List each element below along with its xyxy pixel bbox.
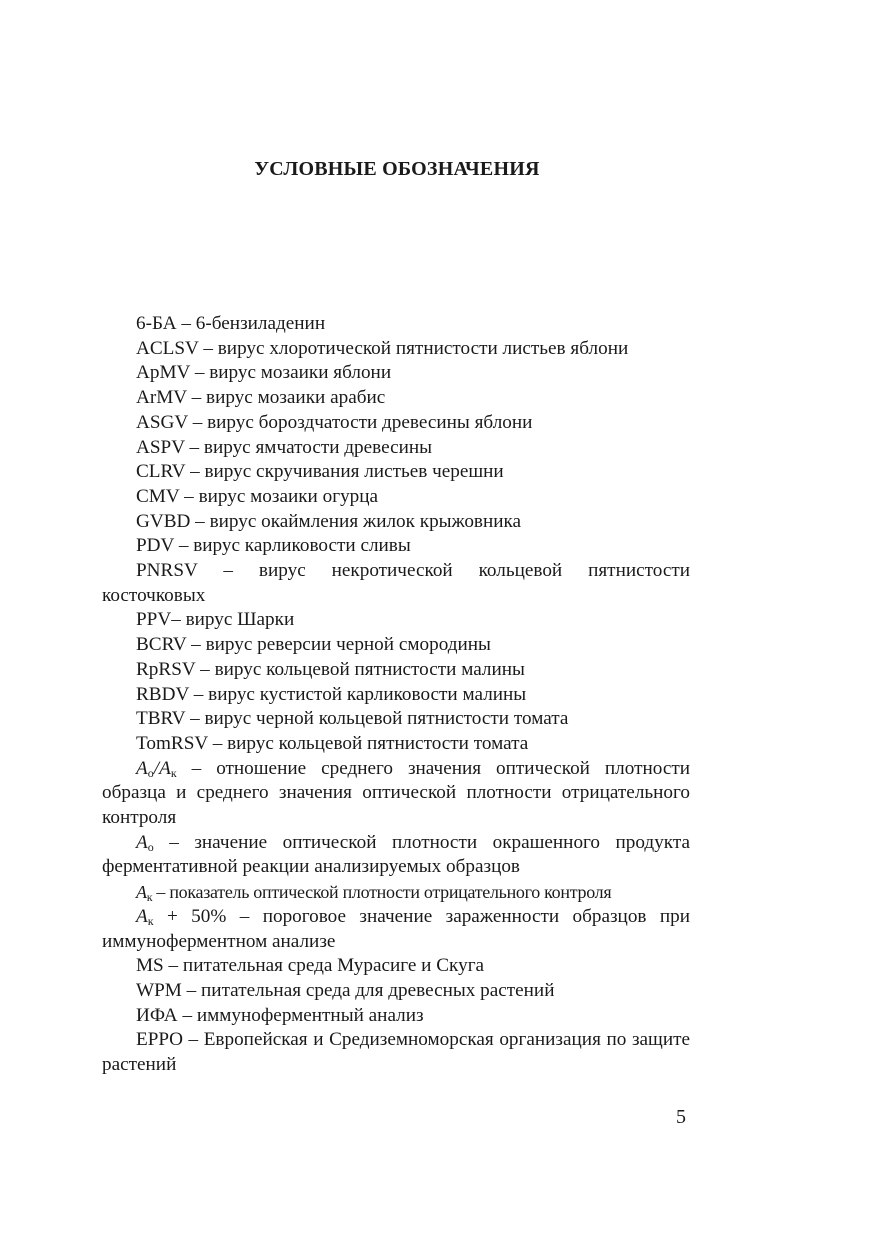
abbreviation-definition: – вирус мозаики огурца xyxy=(179,485,379,507)
page-title: УСЛОВНЫЕ ОБОЗНАЧЕНИЯ xyxy=(254,158,540,180)
abbreviation-term: BCRV xyxy=(136,634,187,656)
abbreviation-term: RBDV xyxy=(136,683,189,705)
list-item xyxy=(102,1028,690,1077)
list-item xyxy=(102,707,690,732)
list-item xyxy=(102,1004,690,1029)
list-item-ak xyxy=(102,880,690,905)
list-item xyxy=(102,559,690,608)
abbreviation-definition: – питательная среда для древесных растений xyxy=(181,979,555,1001)
abbreviation-definition: – вирус скручивания листьев черешни xyxy=(185,461,504,483)
abbreviation-definition: – показатель оптической плотности отрицательного контроля xyxy=(152,882,612,903)
page-number: 5 xyxy=(676,1106,686,1128)
abbreviation-term: TBRV xyxy=(136,708,186,730)
abbreviation-term: GVBD xyxy=(136,510,191,532)
list-item xyxy=(102,386,690,411)
subscript: к xyxy=(146,890,153,905)
symbol-a: A xyxy=(136,882,147,903)
abbreviation-term: ASGV xyxy=(136,411,188,433)
list-item xyxy=(102,534,690,559)
abbreviation-definition: – вирус кустистой карликовости малины xyxy=(188,683,527,705)
list-item xyxy=(102,633,690,658)
abbreviation-definition: – вирус кольцевой пятнистости томата xyxy=(207,732,529,754)
subscript: о xyxy=(147,839,154,854)
list-item xyxy=(102,979,690,1004)
abbreviation-definition: – вирус бороздчатости древесины яблони xyxy=(187,411,533,433)
list-item xyxy=(102,608,690,633)
subscript: о xyxy=(147,765,154,780)
subscript: к xyxy=(170,765,177,780)
abbreviation-definition: – питательная среда Мурасиге и Скуга xyxy=(163,955,485,977)
abbreviation-definition: – Европейская и Средиземноморская организация по защите растений xyxy=(102,1029,690,1076)
abbreviation-definition: – значение оптической плотности окрашенного продукта ферментативной реакции анализируемых образцов xyxy=(102,831,690,878)
abbreviation-definition: – отношение среднего значения оптической плотности образца и среднего значения оптической плотности отрицательного контроля xyxy=(102,757,690,829)
abbreviation-term: CLRV xyxy=(136,461,186,483)
abbreviation-term: PNRSV xyxy=(136,560,198,582)
list-item xyxy=(102,510,690,535)
abbreviation-term: PDV xyxy=(136,535,175,557)
abbreviation-definition: – вирус Шарки xyxy=(171,609,295,631)
symbol-slash: / xyxy=(153,757,160,779)
list-item xyxy=(102,732,690,757)
abbreviation-term: TomRSV xyxy=(136,732,208,754)
abbreviation-definition: – вирус мозаики арабис xyxy=(186,387,386,409)
abbreviation-definition: – 6-бензиладенин xyxy=(176,313,326,334)
abbreviation-term: ИФА xyxy=(136,1004,178,1026)
abbreviation-definition: – иммуноферментный анализ xyxy=(177,1004,424,1026)
list-item xyxy=(102,361,690,386)
list-item xyxy=(102,460,690,485)
abbreviation-definition: – вирус мозаики яблони xyxy=(190,362,392,384)
list-item xyxy=(102,954,690,979)
list-item xyxy=(102,337,690,362)
abbreviation-definition: + 50% – пороговое значение зараженности образцов при иммуноферментном анализе xyxy=(102,905,690,952)
list-item xyxy=(102,436,690,461)
symbol-a: A xyxy=(159,757,171,779)
abbreviation-term: ASPV xyxy=(136,436,185,458)
abbreviation-definition: – вирус кольцевой пятнистости малины xyxy=(195,658,525,680)
abbreviation-list xyxy=(102,312,690,1078)
abbreviation-term: EPPO xyxy=(136,1029,183,1051)
symbol-a: A xyxy=(136,757,148,779)
symbol-a: A xyxy=(136,905,148,927)
subscript: к xyxy=(147,913,154,928)
abbreviation-term: WPM xyxy=(136,979,182,1001)
abbreviation-definition: – вирус ямчатости древесины xyxy=(184,436,433,458)
list-item-ak50 xyxy=(102,905,690,954)
abbreviation-term: PPV xyxy=(136,609,172,631)
abbreviation-term: RpRSV xyxy=(136,658,196,680)
abbreviation-term: ApMV xyxy=(136,362,191,384)
list-item xyxy=(102,312,690,337)
symbol-a: A xyxy=(136,831,148,853)
abbreviation-term: ArMV xyxy=(136,387,187,409)
abbreviation-term: ACLSV xyxy=(136,337,199,359)
abbreviation-definition: – вирус карликовости сливы xyxy=(174,535,411,557)
abbreviation-definition: – вирус реверсии черной смородины xyxy=(186,634,491,656)
abbreviation-definition: – вирус черной кольцевой пятнистости томата xyxy=(185,708,569,730)
abbreviation-definition: – вирус окаймления жилок крыжовника xyxy=(190,510,522,532)
list-item xyxy=(102,485,690,510)
abbreviation-term: 6-БА xyxy=(136,313,177,334)
abbreviation-definition: – вирус некротической кольцевой пятнистости косточковых xyxy=(102,560,690,606)
list-item-ao xyxy=(102,831,690,880)
abbreviation-definition: – вирус хлоротической пятнистости листьев яблони xyxy=(198,337,629,359)
list-item-ratio xyxy=(102,757,690,831)
abbreviation-term: CMV xyxy=(136,485,180,507)
list-item xyxy=(102,658,690,683)
abbreviation-term: MS xyxy=(136,955,164,977)
list-item xyxy=(102,411,690,436)
list-item xyxy=(102,683,690,708)
